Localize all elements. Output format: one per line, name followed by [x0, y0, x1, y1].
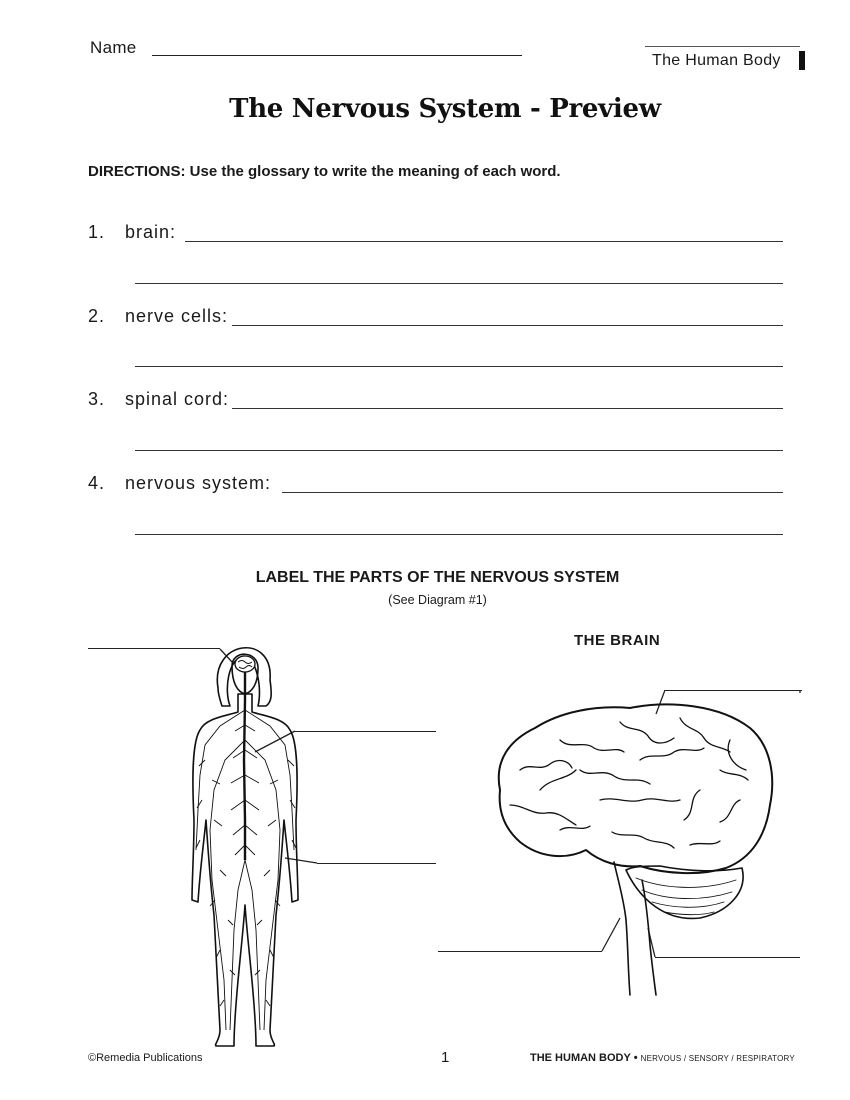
question-number-2: 2. — [88, 306, 106, 326]
name-label: Name — [90, 38, 137, 57]
page-title: The Nervous System - Preview — [229, 94, 661, 124]
question-term-spinal-cord: spinal cord: — [125, 389, 230, 409]
brain-diagram-title: THE BRAIN — [574, 632, 661, 649]
page-number: 1 — [441, 1049, 450, 1066]
leader-lines — [220, 649, 800, 957]
leader-line-nerves — [285, 858, 317, 863]
question-number-1: 1. — [88, 222, 106, 242]
leader-line-cerebrum — [656, 690, 665, 714]
leader-line-spinal-cord — [255, 731, 295, 752]
footer-book-title: THE HUMAN BODY — [530, 1052, 631, 1064]
human-figure — [192, 648, 298, 1046]
footer-bullet: • — [633, 1052, 638, 1064]
directions: DIRECTIONS: Use the glossary to write the meaning of each word. — [88, 163, 561, 180]
footer-book-info — [530, 1052, 795, 1064]
brain-stem — [614, 862, 656, 995]
leader-line-brain-stem — [602, 918, 620, 951]
question-term-nerve-cells: nerve cells: — [125, 306, 229, 326]
series-title: The Human Body — [652, 52, 781, 69]
footer-subjects: NERVOUS / SENSORY / RESPIRATORY — [640, 1054, 795, 1063]
footer-copyright: ©Remedia Publications — [88, 1052, 203, 1064]
question-term-nervous-system: nervous system: — [125, 473, 272, 493]
brain-drawing — [499, 704, 772, 995]
question-number-3: 3. — [88, 389, 106, 409]
figure-spinal-cord — [244, 672, 245, 860]
figure-brain — [235, 656, 255, 672]
question-number-4: 4. — [88, 473, 106, 493]
label-section-title: LABEL THE PARTS OF THE NERVOUS SYSTEM — [255, 569, 620, 586]
label-section-subtitle: (See Diagram #1) — [388, 593, 487, 607]
question-term-brain: brain: — [125, 222, 177, 242]
